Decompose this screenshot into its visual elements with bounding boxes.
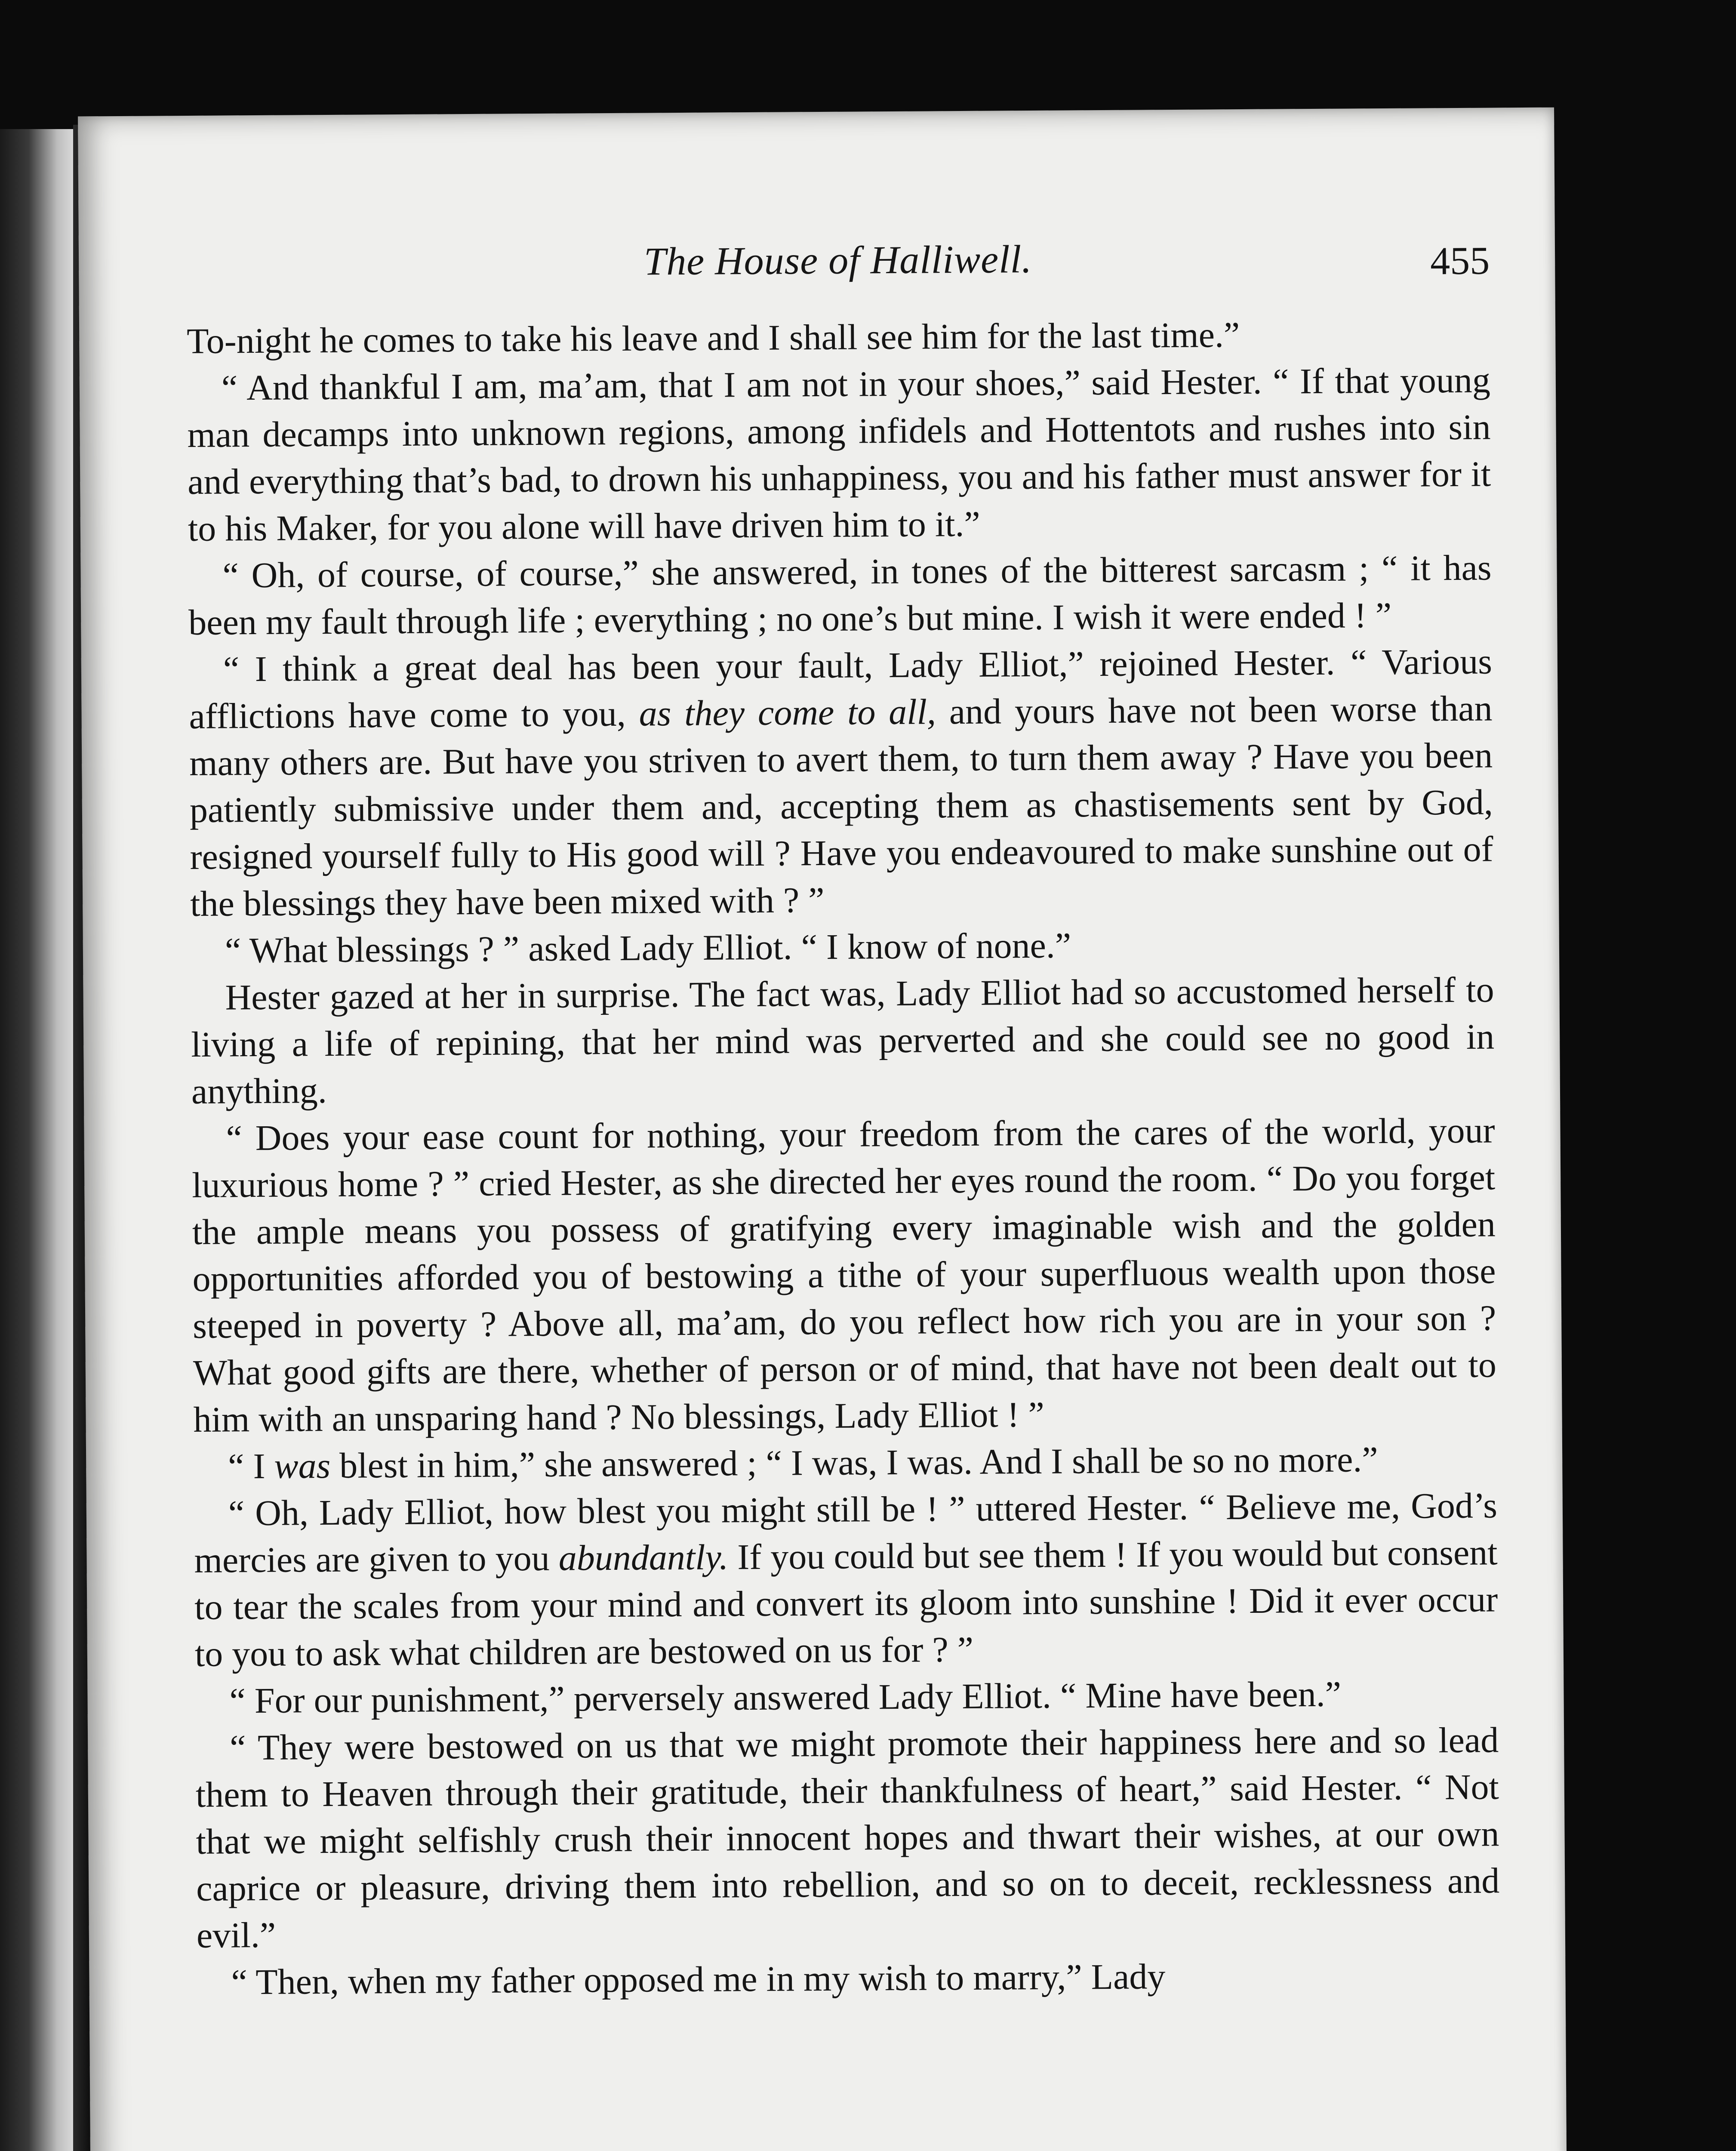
page-number: 455	[1430, 238, 1490, 283]
text-run: Hester gazed at her in surprise. The fact was, Lady Elliot had so accustomed herself to living a life of repining, that her mind was perverted and she could see no good in anything.	[191, 970, 1495, 1112]
paragraph	[194, 1482, 1499, 1678]
previous-page-edge	[0, 129, 82, 2151]
text-run: “ Oh, of course, of course,” she answered, in tones of the bitterest sarcasm ; “ it has been my fault through life ; everything ; no one’s but mine. I wish it were ended ! ”	[188, 548, 1492, 643]
paragraph	[195, 1670, 1499, 1725]
paragraph	[188, 544, 1492, 646]
paragraph	[189, 638, 1494, 927]
page-body-text	[187, 310, 1500, 2006]
text-run: “ Does your ease count for nothing, your freedom from the cares of the world, your luxurious home ? ” cried Hester, as she directed her eyes round the room. “ Do you forget the ample means you possess of gratifying every imaginable wish and the golden opportunities afforded you of bestowing a tithe of your superfluous wealth upon those steeped in poverty ? Above all, ma’am, do you reflect how rich you are in your son ? What good gifts are there, whether of person or of mind, that have not been dealt out to him with an unsparing hand ? No blessings, Lady Elliot ! ”	[191, 1110, 1497, 1440]
italic-text: as they come to all,	[639, 692, 936, 734]
italic-text: abundantly.	[558, 1537, 729, 1578]
text-run: “ I	[228, 1446, 274, 1487]
paragraph	[187, 310, 1490, 365]
text-run: “ Then, when my father opposed me in my wish to marry,” Lady	[231, 1957, 1166, 2003]
text-run: “ Oh, Lady Elliot, how blest you might still be ! ” uttered Hester. “ Believe me, God’s mercies are given to you	[194, 1485, 1498, 1581]
paragraph	[194, 1435, 1497, 1490]
text-run: If you could but see them ! If you would but consent to tear the scales from your mind and convert its gloom into sunshine ! Did it ever occur to you to ask what children are bestowed on us for ? ”	[194, 1532, 1498, 1674]
text-run: “ I think a great deal has been your fault, Lady Elliot,” rejoined Hester. “ Various afflictions have come to you,	[189, 641, 1493, 737]
paragraph	[187, 357, 1492, 552]
running-head	[186, 228, 1490, 305]
running-title: The House of Halliwell.	[643, 237, 1032, 284]
paragraph	[197, 1951, 1500, 2006]
text-run: “ What blessings ? ” asked Lady Elliot. “ I know of none.”	[225, 925, 1071, 971]
paragraph	[191, 1107, 1497, 1443]
text-run: “ For our punishment,” perversely answered Lady Elliot. “ Mine have been.”	[229, 1674, 1342, 1721]
text-run: “ They were bestowed on us that we might promote their happiness here and so lead them to Heaven through their gratitude, their thankfulness of heart,” said Hester. “ Not that we might selfishly crush their innocent hopes and thwart their wishes, at our own caprice or pleasure, driving them into rebellion, and so on to deceit, recklessness and evil.”	[195, 1720, 1500, 1956]
paragraph	[191, 919, 1494, 974]
book-page	[78, 108, 1570, 2151]
text-run: “ And thankful I am, ma’am, that I am not in your shoes,” said Hester. “ If that young man decamps into unknown regions, among infidels and Hottentots and rushes into sin and everything that’s bad, to drown his unhappiness, you and his father must answer for it to his Maker, for you alone will have driven him to it.”	[187, 360, 1491, 549]
paragraph	[195, 1716, 1500, 1959]
text-run: and yours have not been worse than many others are. But have you striven to avert them, to turn them away ? Have you been patiently submissive under them and, accepting them as chastisements sent by God, resigned yourself fully to His good will ? Have you endeavoured to make sunshine out of the blessings they have been mixed with ? ”	[189, 688, 1493, 924]
text-run: blest in him,” she answered ; “ I was, I was. And I shall be so no more.”	[330, 1439, 1378, 1486]
paragraph	[191, 966, 1495, 1115]
italic-text: was	[274, 1446, 331, 1486]
text-run: To-night he comes to take his leave and I shall see him for the last time.”	[186, 315, 1240, 362]
